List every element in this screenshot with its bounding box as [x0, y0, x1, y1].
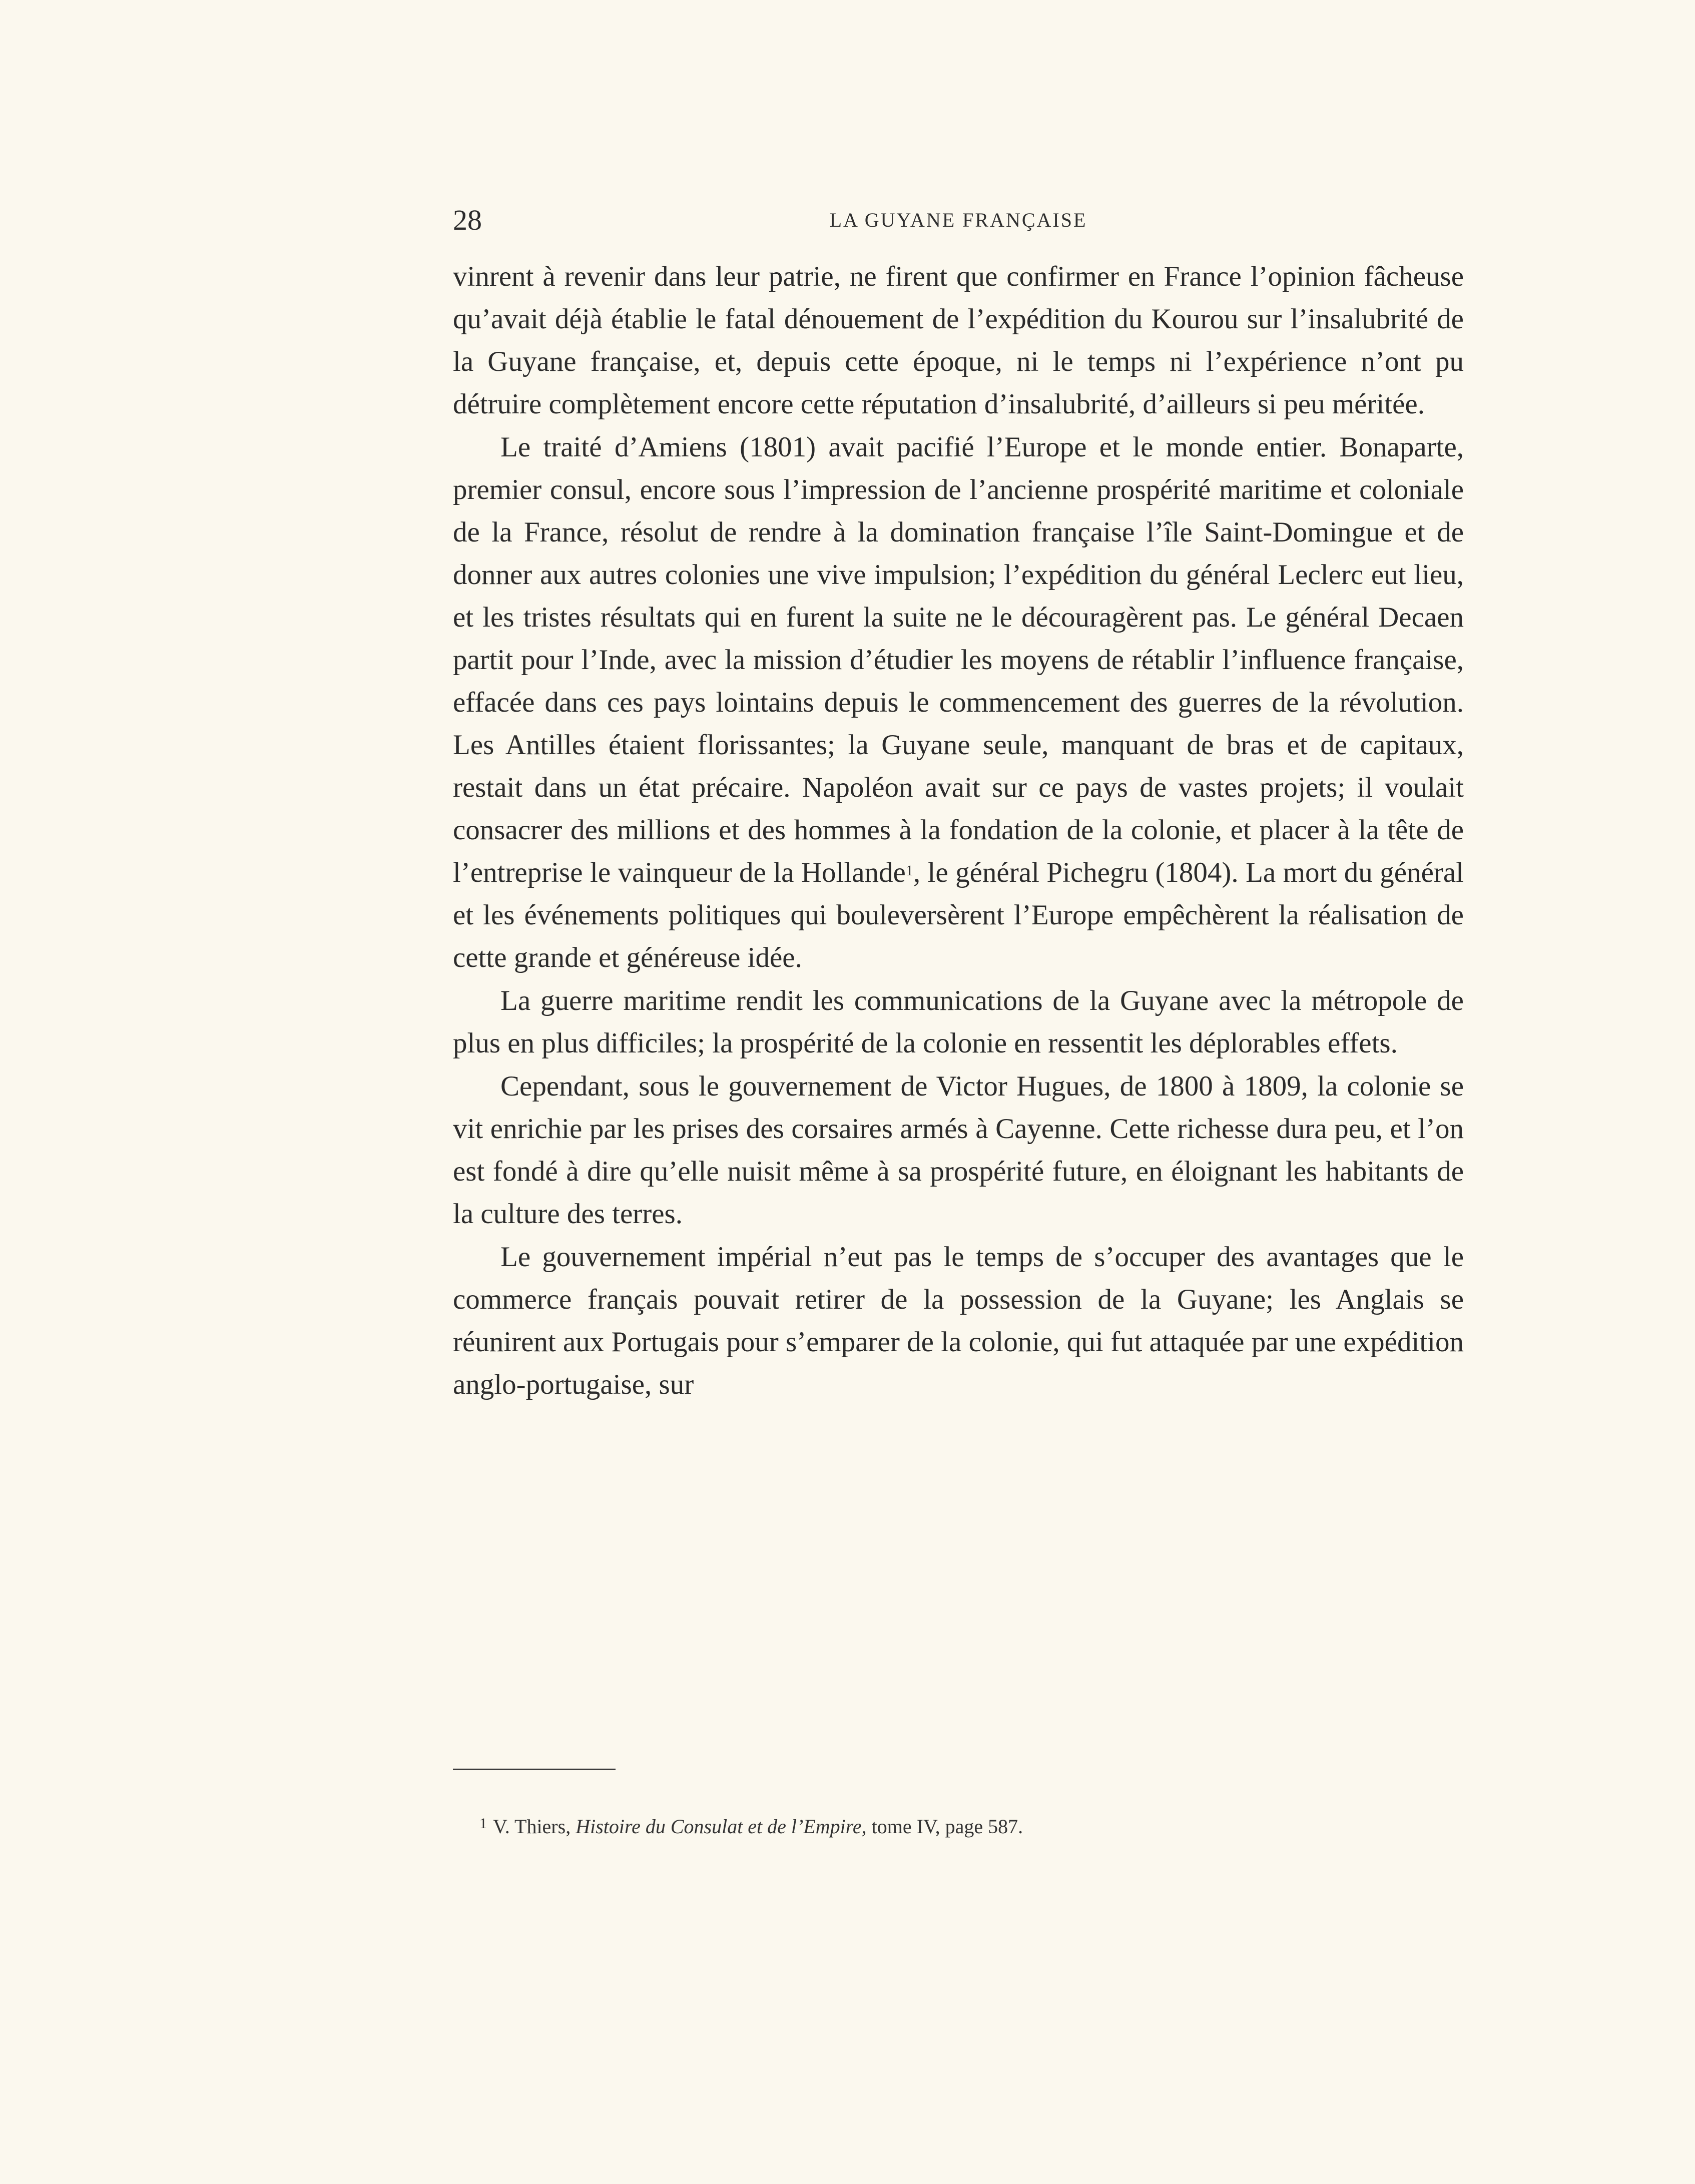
- paragraph-1: vinrent à revenir dans leur patrie, ne firent que confirmer en France l’opinion fâcheuse qu’avait déjà établie le fatal dénouement de l’expédition du Kourou sur l’insalubrité de la Guyane française, et, depuis cette époque, ni le temps ni l’expérience n’ont pu détruire complètement encore cette réputation d’insalubrité, d’ailleurs si peu méritée.: [453, 261, 1464, 420]
- footnote-divider: [453, 1769, 616, 1770]
- paragraph-2-text-after-note: , le général Pichegru (1804). La mort du général et les événements politiques qui bouleversèrent l’Europe empêchèrent la réalisation de cette grande et généreuse idée.: [453, 857, 1464, 973]
- page-number: 28: [453, 204, 482, 236]
- body-text: [453, 255, 1464, 1752]
- page-header: [453, 195, 1464, 245]
- paragraph-3: La guerre maritime rendit les communications de la Guyane avec la métropole de plus en plus difficiles; la prospérité de la colonie en ressentit les déplorables effets.: [453, 985, 1464, 1059]
- footnote-reference[interactable]: 1: [905, 862, 913, 879]
- paragraph-2-text-before-note: Le traité d’Amiens (1801) avait pacifié l’Europe et le monde entier. Bonaparte, premier consul, encore sous l’impression de l’ancienne prospérité maritime et coloniale de la France, résolut de rendre à la domination française l’île Saint-Domingue et de donner aux autres colonies une vive impulsion; l’expédition du général Leclerc eut lieu, et les tristes résultats qui en furent la suite ne le découragèrent pas. Le général Decaen partit pour l’Inde, avec la mission d’étudier les moyens de rétablir l’influence française, effacée dans ces pays lointains depuis le commencement des guerres de la révolution. Les Antilles étaient florissantes; la Guyane seule, manquant de bras et de capitaux, restait dans un état précaire. Napoléon avait sur ce pays de vastes projets; il voulait consacrer des millions et des hommes à la fondation de la colonie, et placer à la tête de l’entreprise le vainqueur de la Hollande: [453, 431, 1464, 888]
- footnote: [479, 1812, 1464, 1842]
- paragraph-4: Cependant, sous le gouvernement de Victor Hugues, de 1800 à 1809, la colonie se vit enrichie par les prises des corsaires armés à Cayenne. Cette richesse dura peu, et l’on est fondé à dire qu’elle nuisit même à sa prospérité future, en éloignant les habitants de la culture des terres.: [453, 1070, 1464, 1230]
- footnote-author: V. Thiers,: [493, 1815, 571, 1838]
- footnote-title: Histoire du Consulat et de l’Empire,: [576, 1815, 867, 1838]
- footnote-location: tome IV, page 587.: [871, 1815, 1023, 1838]
- footnote-mark: 1: [479, 1815, 487, 1832]
- paragraph-5: Le gouvernement impérial n’eut pas le temps de s’occuper des avantages que le commerce français pouvait retirer de la possession de la Guyane; les Anglais se réunirent aux Portugais pour s’emparer de la colonie, qui fut attaquée par une expédition anglo-portugaise, sur: [453, 1241, 1464, 1400]
- paragraph-2: [453, 426, 1464, 979]
- running-title: LA GUYANE FRANÇAISE: [829, 209, 1087, 231]
